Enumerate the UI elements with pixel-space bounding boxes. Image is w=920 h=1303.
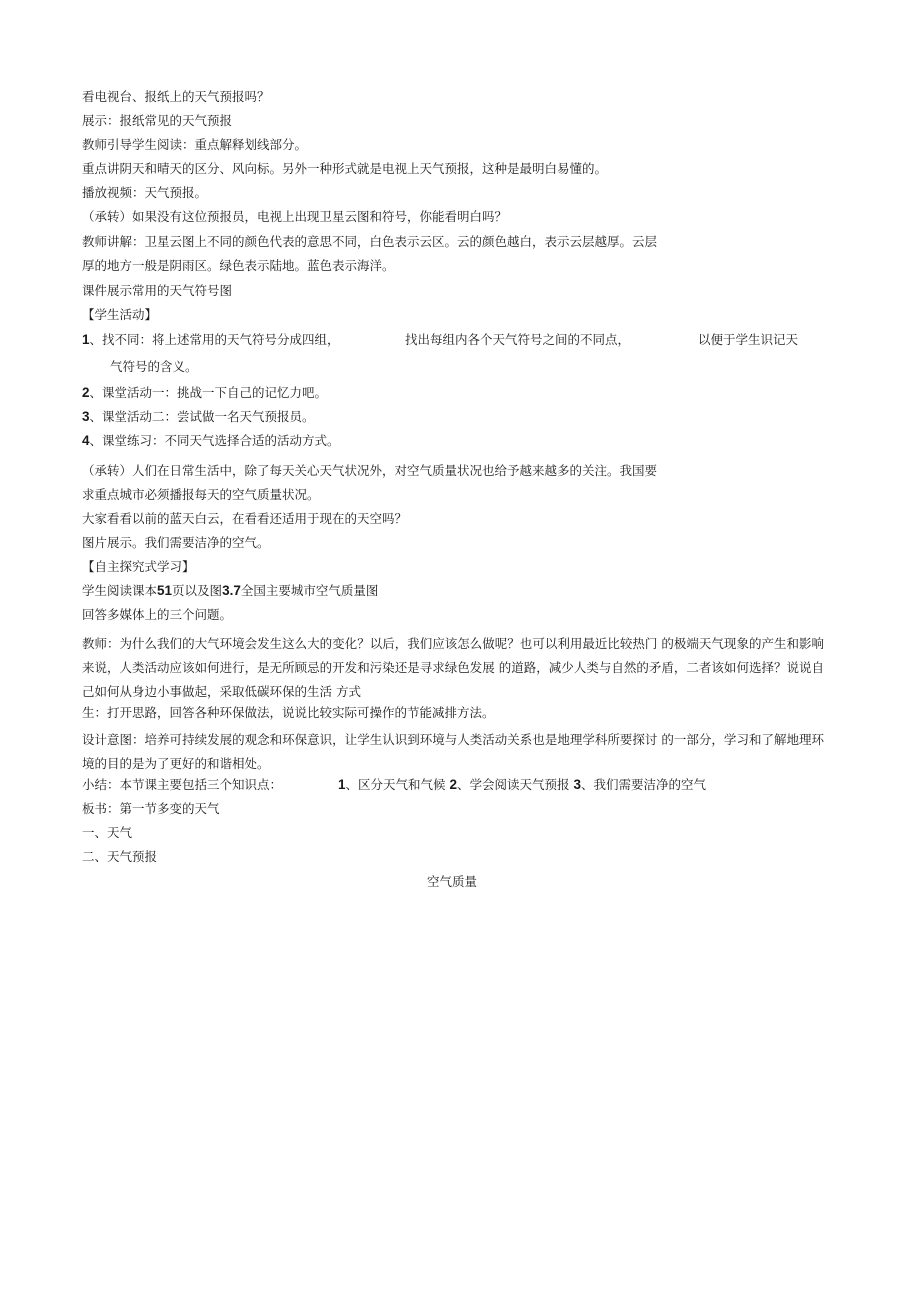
item-text: 、课堂活动二：尝试做一名天气预报员。: [89, 409, 315, 424]
design-paragraph: 设计意图：培养可持续发展的观念和环保意识，让学生认识到环境与人类活动关系也是地理学科所要探讨 的一部分，学习和了解地理环境的目的是为了更好的和谐相处。: [82, 732, 824, 771]
text-line: 重点讲阴天和晴天的区分、风向标。另外一种形式就是电视上天气预报，这种是最明白易懂的。: [82, 161, 608, 176]
board-item: 一、天气: [82, 825, 133, 840]
item-number: 3: [82, 409, 90, 424]
activity-item-4: [82, 433, 340, 449]
section-heading: 【学生活动】: [82, 307, 158, 322]
text-line: 图片展示。我们需要洁净的空气。: [82, 535, 270, 550]
text-line: 播放视频：天气预报。: [82, 185, 208, 200]
point-number: 3: [573, 777, 582, 792]
text-line: 回答多媒体上的三个问题。: [82, 607, 233, 622]
item-text: 、课堂练习：不同天气选择合适的活动方式。: [89, 433, 340, 448]
section-heading: 【自主探究式学习】: [82, 559, 195, 574]
board-title: 板书：第一节多变的天气: [82, 801, 220, 816]
item-number: 2: [82, 385, 90, 400]
text-line: 教师讲解：卫星云图上不同的颜色代表的意思不同，白色表示云区。云的颜色越白，表示云层越厚。云层: [82, 234, 658, 249]
point-text: 、我们需要洁净的空气: [581, 777, 707, 792]
activity-continuation: 气符号的含义。: [110, 359, 198, 374]
activity-text-part: 以便于学生识记天: [698, 332, 799, 347]
text-line: 看电视台、报纸上的天气预报吗？: [82, 89, 270, 104]
reading-text: 页以及图: [172, 583, 223, 598]
board-item: 二、天气预报: [82, 849, 158, 864]
reading-text: 全国主要城市空气质量图: [240, 583, 379, 598]
activity-item-2: [82, 385, 327, 401]
summary-label: 小结：本节课主要包括三个知识点：: [82, 777, 283, 792]
reading-line: [82, 583, 378, 599]
text-line: 求重点城市必须播报每天的空气质量状况。: [82, 487, 320, 502]
activity-text-part: 找出每组内各个天气符号之间的不同点，: [405, 332, 631, 347]
text-line: 厚的地方一般是阴雨区。绿色表示陆地。蓝色表示海洋。: [82, 258, 395, 273]
text-line: 展示：报纸常见的天气预报: [82, 113, 233, 128]
board-center-text: 空气质量: [427, 874, 478, 889]
activity-item-1: [82, 332, 340, 348]
text-line: （承转）人们在日常生活中，除了每天关心天气状况外，对空气质量状况也给予越来越多的关注。我国要: [82, 463, 658, 478]
summary-points: [338, 777, 706, 793]
activity-item-3: [82, 409, 315, 425]
point-number: 1: [338, 777, 346, 792]
text-line: 教师引导学生阅读：重点解释划线部分。: [82, 137, 308, 152]
item-text: 、找不同：将上述常用的天气符号分成四组，: [89, 332, 340, 347]
point-number: 2: [449, 777, 458, 792]
item-number: 1: [82, 332, 90, 347]
reading-text: 学生阅读课本: [82, 583, 158, 598]
text-line: 生：打开思路，回答各种环保做法，说说比较实际可操作的节能减排方法。: [82, 705, 495, 720]
point-text: 、学会阅读天气预报: [457, 777, 570, 792]
text-line: （承转）如果没有这位预报员，电视上出现卫星云图和符号，你能看明白吗？: [82, 209, 508, 224]
page-number: 51: [157, 583, 173, 598]
text-line: 课件展示常用的天气符号图: [82, 283, 233, 298]
item-number: 4: [82, 433, 90, 448]
text-line: 大家看看以前的蓝天白云，在看看还适用于现在的天空吗？: [82, 511, 408, 526]
point-text: 、区分天气和气候: [345, 777, 446, 792]
item-text: 、课堂活动一：挑战一下自己的记忆力吧。: [89, 385, 328, 400]
figure-number: 3.7: [222, 583, 241, 598]
teacher-paragraph: 教师：为什么我们的大气环境会发生这么大的变化？以后，我们应该怎么做呢？也可以利用最近比较热门 的极端天气现象的产生和影响来说，人类活动应该如何进行，是无所顾忌的开发和污染还是寻求绿色发展 的道路，减少人类与自然的矛盾，二者该如何选择？说说自己如何从身边小事做起，采取低碳环保的生活 方式: [82, 636, 824, 699]
